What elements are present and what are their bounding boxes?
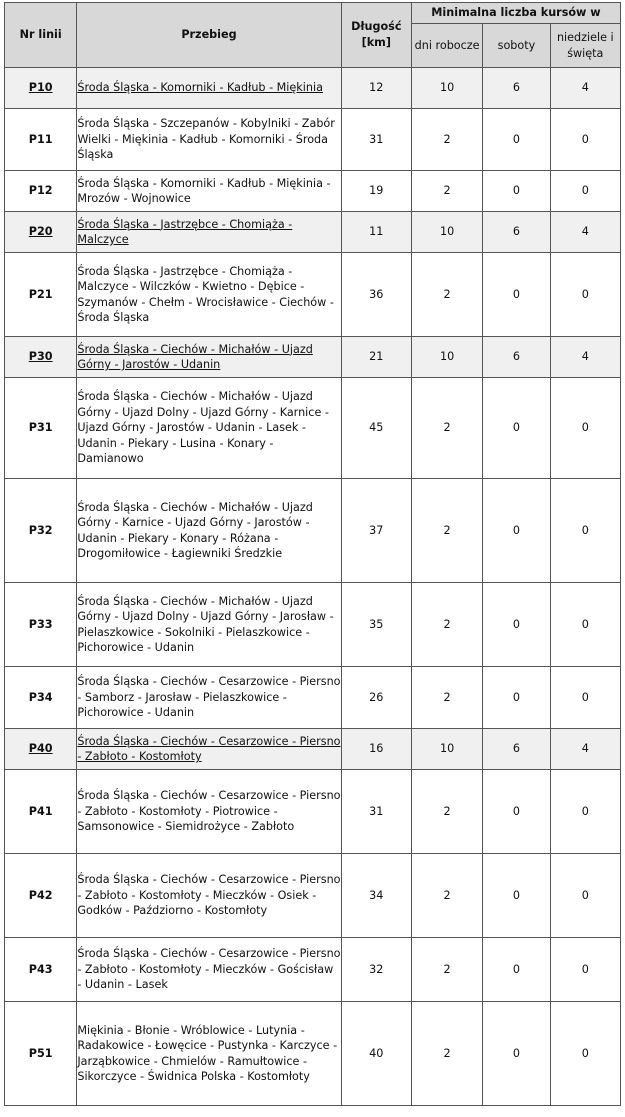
route-cell <box>77 378 341 479</box>
sunday-trips-cell: 0 <box>550 583 620 667</box>
route-cell <box>77 667 341 729</box>
length-cell: 21 <box>341 337 411 378</box>
route-text[interactable]: Środa Śląska - Komorniki - Kadłub - Miękinia <box>77 81 323 95</box>
length-cell: 40 <box>341 1002 411 1106</box>
saturday-trips-cell: 6 <box>483 729 550 770</box>
saturday-trips-cell: 6 <box>483 337 550 378</box>
line-number-text: P33 <box>28 617 53 631</box>
length-cell: 11 <box>341 212 411 253</box>
weekday-trips-cell: 10 <box>411 212 482 253</box>
length-cell: 31 <box>341 770 411 854</box>
route-cell[interactable] <box>77 337 341 378</box>
length-cell: 12 <box>341 68 411 109</box>
length-cell: 26 <box>341 667 411 729</box>
line-number-cell <box>5 171 77 212</box>
weekday-trips-cell: 2 <box>411 667 482 729</box>
line-number-text: P41 <box>28 804 53 818</box>
line-number-text[interactable]: P30 <box>28 350 53 364</box>
length-cell: 34 <box>341 854 411 938</box>
line-number-cell[interactable] <box>5 337 77 378</box>
sunday-trips-cell: 0 <box>550 171 620 212</box>
line-number-cell <box>5 583 77 667</box>
header-length: Długość [km] <box>341 3 411 68</box>
route-text: Środa Śląska - Ciechów - Michałów - Ujazd Górny - Ujazd Dolny - Ujazd Górny - Jarosław - Pielaszkowice - Sokolniki - Pielaszkowice - Pichorowice - Udanin <box>77 594 334 654</box>
route-text: Miękinia - Błonie - Wróblowice - Lutynia - Radakowice - Łowęcice - Pustynka - Karczyce - Jarząbkowice - Chmielów - Ramułtowice - Sikorczyce - Świdnica Polska - Kostomłoty <box>77 1023 338 1083</box>
route-text: Środa Śląska - Ciechów - Cesarzowice - Piersno - Zabłoto - Kostomłoty - Piotrowice - Samsonowice - Siemidrożyce - Zabłoto <box>77 789 341 834</box>
header-weekdays: dni robocze <box>411 24 482 68</box>
saturday-trips-cell: 0 <box>483 938 550 1002</box>
sunday-trips-cell: 0 <box>550 378 620 479</box>
routes-table <box>4 2 621 1106</box>
route-text[interactable]: Środa Śląska - Jastrzębce - Chomiąża - Malczyce <box>77 217 293 246</box>
saturday-trips-cell: 6 <box>483 68 550 109</box>
route-cell <box>77 770 341 854</box>
table-row <box>5 667 621 729</box>
route-cell <box>77 938 341 1002</box>
sunday-trips-cell: 0 <box>550 479 620 583</box>
route-text: Środa Śląska - Ciechów - Michałów - Ujazd Górny - Karnice - Ujazd Górny - Jarostów - Udanin - Piekary - Konary - Różana - Drogomiłowice - Łagiewniki Średzkie <box>77 500 313 560</box>
line-number-text: P32 <box>28 523 53 537</box>
length-cell: 35 <box>341 583 411 667</box>
weekday-trips-cell: 2 <box>411 378 482 479</box>
sunday-trips-cell: 4 <box>550 68 620 109</box>
line-number-cell[interactable] <box>5 68 77 109</box>
saturday-trips-cell: 0 <box>483 378 550 479</box>
line-number-text: P12 <box>28 184 53 198</box>
saturday-trips-cell: 0 <box>483 109 550 171</box>
line-number-text[interactable]: P10 <box>28 81 53 95</box>
saturday-trips-cell: 0 <box>483 479 550 583</box>
route-cell <box>77 854 341 938</box>
table-row <box>5 1002 621 1106</box>
weekday-trips-cell: 2 <box>411 583 482 667</box>
line-number-cell[interactable] <box>5 729 77 770</box>
line-number-cell <box>5 854 77 938</box>
saturday-trips-cell: 0 <box>483 667 550 729</box>
route-text: Środa Śląska - Jastrzębce - Chomiąża - Malczyce - Wilczków - Kwietno - Dębice - Szymanów - Chełm - Wrocisławice - Ciechów - Środa Śląska <box>77 264 334 324</box>
route-text: Środa Śląska - Szczepanów - Kobylniki - Zabór Wielki - Miękinia - Kadłub - Komorniki - Środa Śląska <box>77 117 335 162</box>
table-row <box>5 337 621 378</box>
length-cell: 36 <box>341 253 411 337</box>
line-number-text: P31 <box>28 421 53 435</box>
saturday-trips-cell: 6 <box>483 212 550 253</box>
line-number-text: P21 <box>28 287 53 301</box>
sunday-trips-cell: 4 <box>550 212 620 253</box>
line-number-text: P51 <box>28 1046 53 1060</box>
route-cell <box>77 253 341 337</box>
length-cell: 32 <box>341 938 411 1002</box>
table-row <box>5 171 621 212</box>
length-cell: 31 <box>341 109 411 171</box>
weekday-trips-cell: 2 <box>411 1002 482 1106</box>
length-cell: 37 <box>341 479 411 583</box>
header-saturdays: soboty <box>483 24 550 68</box>
weekday-trips-cell: 2 <box>411 854 482 938</box>
table-row <box>5 253 621 337</box>
saturday-trips-cell: 0 <box>483 583 550 667</box>
route-text: Środa Śląska - Komorniki - Kadłub - Miękinia - Mrozów - Wojnowice <box>77 176 331 205</box>
header-min-trips: Minimalna liczba kursów w <box>411 3 620 24</box>
saturday-trips-cell: 0 <box>483 854 550 938</box>
saturday-trips-cell: 0 <box>483 171 550 212</box>
table-row <box>5 479 621 583</box>
saturday-trips-cell: 0 <box>483 1002 550 1106</box>
table-row <box>5 729 621 770</box>
line-number-cell <box>5 1002 77 1106</box>
route-text[interactable]: Środa Śląska - Ciechów - Cesarzowice - Piersno - Zabłoto - Kostomłoty <box>77 734 341 763</box>
line-number-cell <box>5 109 77 171</box>
weekday-trips-cell: 10 <box>411 729 482 770</box>
line-number-text[interactable]: P40 <box>28 742 53 756</box>
table-row <box>5 770 621 854</box>
line-number-text: P34 <box>28 690 53 704</box>
route-cell[interactable] <box>77 68 341 109</box>
length-cell: 45 <box>341 378 411 479</box>
saturday-trips-cell: 0 <box>483 770 550 854</box>
sunday-trips-cell: 0 <box>550 109 620 171</box>
sunday-trips-cell: 0 <box>550 253 620 337</box>
line-number-cell <box>5 479 77 583</box>
table-row <box>5 212 621 253</box>
weekday-trips-cell: 2 <box>411 770 482 854</box>
table-row <box>5 109 621 171</box>
sunday-trips-cell: 0 <box>550 1002 620 1106</box>
table-row <box>5 583 621 667</box>
route-cell[interactable] <box>77 729 341 770</box>
route-cell[interactable] <box>77 212 341 253</box>
table-row <box>5 938 621 1002</box>
line-number-cell <box>5 253 77 337</box>
sunday-trips-cell: 0 <box>550 854 620 938</box>
weekday-trips-cell: 2 <box>411 171 482 212</box>
saturday-trips-cell: 0 <box>483 253 550 337</box>
line-number-cell <box>5 378 77 479</box>
table-row <box>5 378 621 479</box>
line-number-text: P43 <box>28 962 53 976</box>
line-number-cell <box>5 770 77 854</box>
table-row <box>5 68 621 109</box>
line-number-cell <box>5 938 77 1002</box>
route-cell <box>77 171 341 212</box>
route-text[interactable]: Środa Śląska - Ciechów - Michałów - Ujazd Górny - Jarostów - Udanin <box>77 342 313 371</box>
weekday-trips-cell: 10 <box>411 68 482 109</box>
header-route: Przebieg <box>77 3 341 68</box>
length-cell: 19 <box>341 171 411 212</box>
table-row <box>5 854 621 938</box>
header-row-top <box>5 3 621 24</box>
route-text: Środa Śląska - Ciechów - Cesarzowice - Piersno - Zabłoto - Kostomłoty - Mieczków - Gościsław - Udanin - Lasek <box>77 947 341 992</box>
line-number-text: P11 <box>28 132 53 146</box>
line-number-text[interactable]: P20 <box>28 225 53 239</box>
sunday-trips-cell: 0 <box>550 938 620 1002</box>
weekday-trips-cell: 2 <box>411 479 482 583</box>
route-cell <box>77 583 341 667</box>
sunday-trips-cell: 0 <box>550 667 620 729</box>
route-text: Środa Śląska - Ciechów - Michałów - Ujazd Górny - Ujazd Dolny - Ujazd Górny - Karnice - Ujazd Górny - Jarostów - Udanin - Lasek - Udanin - Piekary - Lusina - Konary - Damianowo <box>77 390 329 466</box>
route-text: Środa Śląska - Ciechów - Cesarzowice - Piersno - Zabłoto - Kostomłoty - Mieczków - Osiek - Godków - Paździorno - Kostomłoty <box>77 873 341 918</box>
weekday-trips-cell: 2 <box>411 109 482 171</box>
route-cell <box>77 479 341 583</box>
routes-body <box>5 68 621 1106</box>
route-text: Środa Śląska - Ciechów - Cesarzowice - Piersno - Samborz - Jarosław - Pielaszkowice - Pichorowice - Udanin <box>77 675 341 720</box>
weekday-trips-cell: 2 <box>411 938 482 1002</box>
line-number-cell[interactable] <box>5 212 77 253</box>
line-number-cell <box>5 667 77 729</box>
sunday-trips-cell: 4 <box>550 337 620 378</box>
sunday-trips-cell: 0 <box>550 770 620 854</box>
weekday-trips-cell: 2 <box>411 253 482 337</box>
header-line-number: Nr linii <box>5 3 77 68</box>
route-cell <box>77 1002 341 1106</box>
header-sundays: niedziele i święta <box>550 24 620 68</box>
weekday-trips-cell: 10 <box>411 337 482 378</box>
route-cell <box>77 109 341 171</box>
line-number-text: P42 <box>28 888 53 902</box>
length-cell: 16 <box>341 729 411 770</box>
sunday-trips-cell: 4 <box>550 729 620 770</box>
